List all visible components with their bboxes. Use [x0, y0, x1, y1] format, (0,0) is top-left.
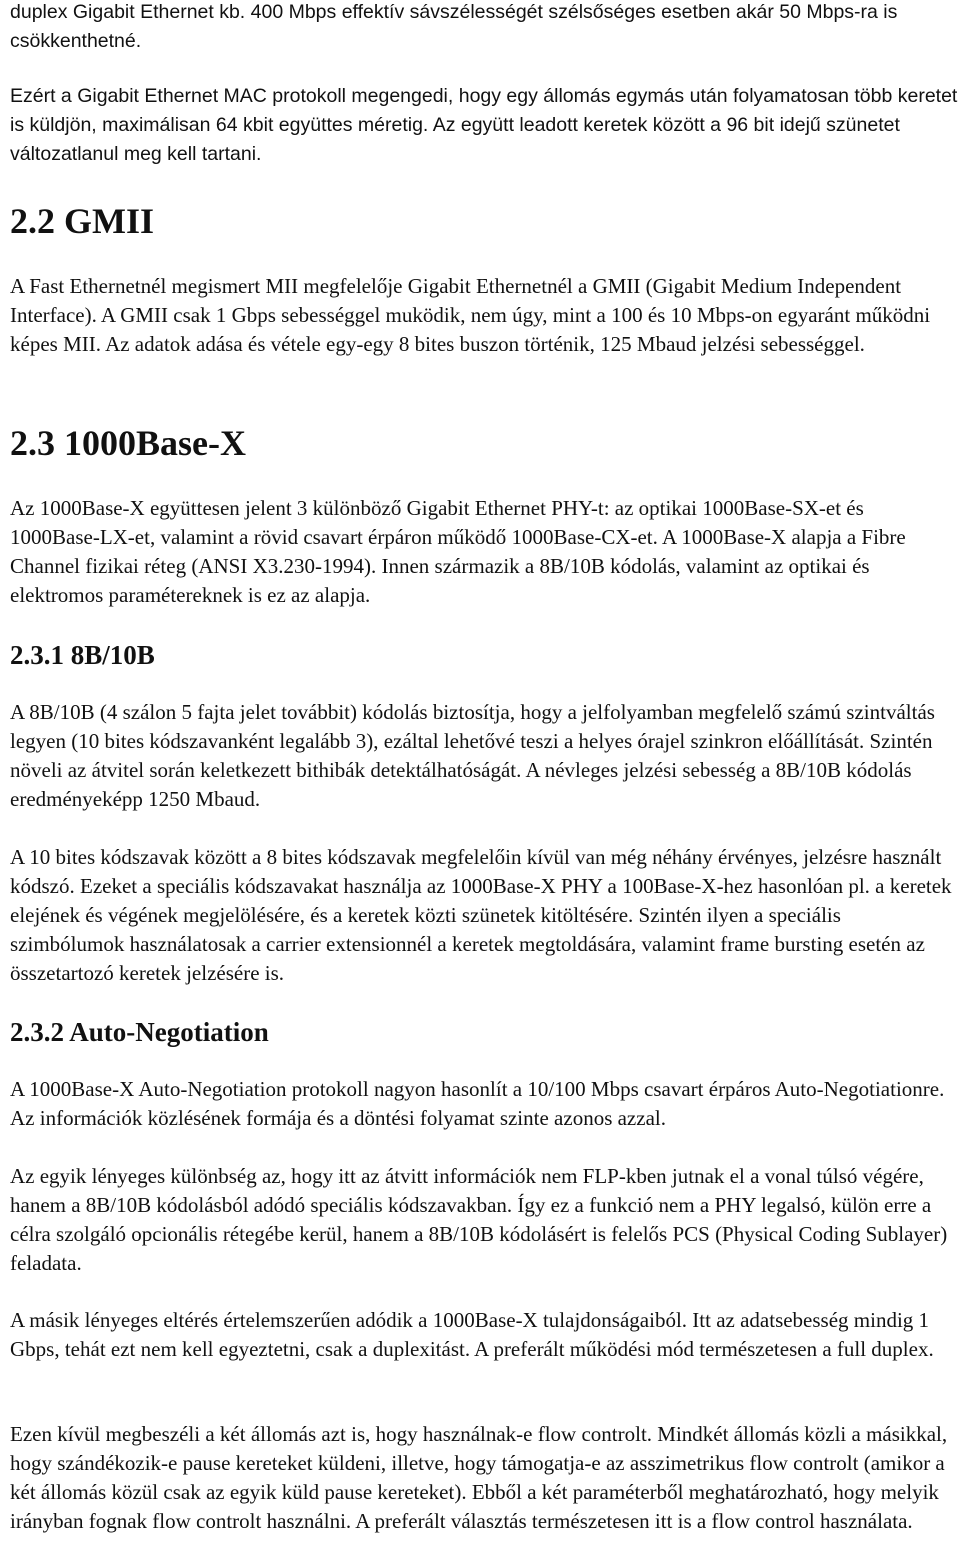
heading-1000base-x: 2.3 1000Base-X — [10, 423, 246, 463]
paragraph-8b10b-1: A 8B/10B (4 szálon 5 fajta jelet továbbit) kódolás biztosítja, hogy a jelfolyamban megfelelő számú szintváltás legyen (10 bites kódszavanként legalább 3), ezáltal lehetővé teszi a helyes órajel szinkron előállítását. Szintén növeli az átvitel során keletkezett bithibák detektálhatóságát. A névleges jelzési sebesség a 8B/10B kódolás eredményeképp 1250 Mbaud. — [10, 700, 935, 811]
paragraph-intro-1: duplex Gigabit Ethernet kb. 400 Mbps effektív sávszélességét szélsőséges esetben akár 50 Mbps-ra is csökkenthetné. — [10, 1, 898, 52]
paragraph-autoneg-2: Az egyik lényeges különbség az, hogy itt az átvitt információk nem FLP-kben jutnak el a vonal túlsó végére, hanem a 8B/10B kódolásból adódó speciális kódszavakban. Így ez a funkció nem a PHY legalsó, külön erre a célra szolgáló opcionális rétegébe kerül, hanem a 8B/10B kódolásért is felelős PCS (Physical Coding Sublayer) feladata. — [10, 1164, 948, 1275]
paragraph-autoneg-4: Ezen kívül megbeszéli a két állomás azt is, hogy használnak-e flow controlt. Mindkét állomás közli a másikkal, hogy szándékozik-e pause kereteket küldeni, illetve, hogy támogatja-e az asszimetrikus flow controlt (amikor a két állomás közül csak az egyik küld pause kereteket). Ebből a két paraméterből meghatározható, hogy melyik irányban fognak flow controlt használni. A preferált választás természetesen itt is a flow control használata. — [10, 1422, 948, 1533]
paragraph-intro-2: Ezért a Gigabit Ethernet MAC protokoll megengedi, hogy egy állomás egymás után folyamatosan több keretet is küldjön, maximálisan 64 kbit együttes méretig. Az együtt leadott keretek között a 96 bit idejű szünetet változatlanul meg kell tartani. — [10, 85, 958, 165]
heading-auto-negotiation: 2.3.2 Auto-Negotiation — [10, 1017, 269, 1047]
heading-gmii: 2.2 GMII — [10, 201, 154, 241]
paragraph-8b10b-2: A 10 bites kódszavak között a 8 bites kódszavak megfelelőin kívül van még néhány érvényes, jelzésre használt kódszó. Ezeket a speciális kódszavakat használja az 1000Base-X PHY a 100Base-X-hez hasonlóan pl. a keretek elejének és végének megjelölésére, és a keretek közti szünetek kitöltésére. Szintén ilyen a speciális szimbólumok használatosak a carrier extensionnél a keretek megtoldására, valamint frame bursting esetén az összetartozó keretek jelzésére is. — [10, 845, 952, 985]
heading-8b10b: 2.3.1 8B/10B — [10, 640, 155, 670]
paragraph-gmii: A Fast Ethernetnél megismert MII megfelelője Gigabit Ethernetnél a GMII (Gigabit Medium Independent Interface). A GMII csak 1 Gbps sebességgel muködik, nem úgy, mint a 100 és 10 Mbps-on egyaránt működni képes MII. Az adatok adása és vétele egy-egy 8 bites buszon történik, 125 Mbaud jelzési sebességgel. — [10, 274, 931, 356]
paragraph-autoneg-3: A másik lényeges eltérés értelemszerűen adódik a 1000Base-X tulajdonságaiból. Itt az adatsebesség mindig 1 Gbps, tehát ezt nem kell egyeztetni, csak a duplexitást. A preferált működési mód természetesen a full duplex. — [10, 1308, 934, 1361]
paragraph-autoneg-1: A 1000Base-X Auto-Negotiation protokoll nagyon hasonlít a 10/100 Mbps csavart érpáros Auto-Negotiationre. Az információk közlésének formája és a döntési folyamat szinte azonos azzal. — [10, 1077, 945, 1130]
paragraph-1000base-x: Az 1000Base-X együttesen jelent 3 különböző Gigabit Ethernet PHY-t: az optikai 1000Base-SX-et és 1000Base-LX-et, valamint a rövid csavart érpáron működő 1000Base-CX-et. A 1000Base-X alapja a Fibre Channel fizikai réteg (ANSI X3.230-1994). Innen származik a 8B/10B kódolás, valamint az optikai és elektromos paramétereknek is ez az alapja. — [10, 496, 906, 607]
